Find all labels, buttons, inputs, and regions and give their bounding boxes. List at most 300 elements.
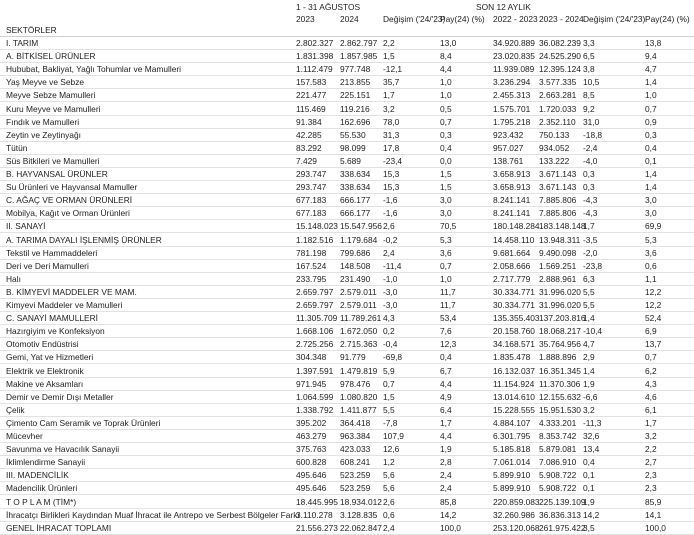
value-cell: 1.569.251 (539, 260, 577, 271)
sector-name: Gemi, Yat ve Hizmetleri (6, 352, 94, 363)
value-cell: -0,2 (383, 234, 398, 245)
sector-name: Kimyevi Maddeler ve Mamulleri (6, 300, 123, 310)
value-cell: 137.203.816 (539, 313, 586, 324)
sector-name: T O P L A M (TİM*) (6, 496, 77, 507)
value-cell: 7.086.910 (539, 457, 577, 468)
sector-name: Otomotiv Endüstrisi (6, 339, 79, 350)
table-row (0, 443, 694, 456)
value-cell: 1.479.819 (340, 365, 378, 376)
value-cell: 1,4 (645, 77, 657, 88)
value-cell: 2.725.256 (296, 339, 334, 350)
value-cell: 157.583 (296, 77, 327, 88)
sector-header: SEKTÖRLER (6, 25, 57, 35)
col-change-12m: Değişim ('24/'23) (583, 14, 646, 24)
period-12m-label: SON 12 AYLIK (476, 2, 531, 12)
col-2024: 2024 (340, 14, 359, 24)
value-cell: 677.183 (296, 208, 327, 219)
sector-name: Hazırgiyim ve Konfeksiyon (6, 326, 105, 337)
sector-name: İhracatçı Birlikleri Kaydından Muaf İhracat ile Antrepo ve Serbest Bölgeler Farkı (6, 509, 300, 520)
value-cell: 293.747 (296, 182, 327, 193)
value-cell: 15.148.023 (296, 221, 338, 232)
value-cell: 225.139.109 (539, 496, 586, 507)
value-cell: 3,3 (583, 38, 595, 48)
value-cell: 3.658.913 (493, 169, 531, 179)
value-cell: 12,3 (440, 339, 457, 350)
value-cell: 11,7 (440, 286, 456, 297)
sector-name: Su Ürünleri ve Hayvansal Mamuller (6, 182, 138, 193)
value-cell: 1.338.792 (296, 404, 334, 415)
value-cell: 750.133 (539, 129, 570, 140)
value-cell: 119.216 (340, 103, 370, 114)
value-cell: 0,2 (383, 326, 395, 337)
value-cell: 3,0 (440, 208, 452, 219)
value-cell: 22.062.847 (340, 522, 382, 533)
value-cell: 0,9 (645, 116, 657, 127)
value-cell: 2.663.281 (539, 90, 577, 101)
value-cell: 9,4 (645, 51, 657, 62)
value-cell: 3.110.278 (296, 509, 333, 520)
value-cell: 13,8 (645, 38, 662, 48)
value-cell: 12.395.124 (539, 64, 581, 75)
value-cell: -18,8 (583, 129, 603, 140)
value-cell: 0,7 (383, 378, 395, 389)
sector-name: Tekstil ve Hammaddeleri (6, 247, 98, 258)
value-cell: 6,9 (645, 326, 657, 337)
table-row (0, 496, 694, 509)
sector-name: Çelik (6, 404, 25, 415)
value-cell: 91.779 (340, 352, 366, 363)
value-cell: 6.301.795 (493, 431, 531, 441)
value-cell: 5,5 (583, 300, 595, 310)
value-cell: 5,6 (383, 470, 395, 481)
col-share-12m: Pay(24) (%) (645, 14, 690, 24)
value-cell: 2.455.313 (493, 90, 531, 101)
value-cell: 1,0 (440, 273, 452, 284)
table-row (0, 181, 694, 194)
value-cell: 12.155.632 (539, 391, 581, 402)
table-row (0, 260, 694, 273)
sector-name: C. SANAYİ MAMULLERİ (6, 313, 98, 324)
value-cell: 3,0 (645, 195, 657, 206)
value-cell: 31,0 (583, 116, 600, 127)
value-cell: 4,4 (440, 378, 452, 389)
value-cell: 233.795 (296, 273, 327, 284)
value-cell: 2,4 (440, 470, 452, 481)
table-row (0, 404, 694, 417)
value-cell: 7,6 (440, 326, 452, 337)
value-cell: 523.259 (340, 483, 371, 494)
value-cell: 12,6 (383, 444, 400, 455)
value-cell: 1.672.050 (340, 326, 378, 337)
value-cell: 2.715.363 (340, 339, 378, 350)
sector-name: Yaş Meyve ve Sebze (6, 77, 85, 88)
value-cell: -1,6 (383, 208, 398, 219)
table-row (0, 469, 694, 482)
value-cell: 15,3 (383, 182, 400, 193)
value-cell: 8.353.742 (539, 431, 577, 441)
value-cell: 11,7 (440, 300, 456, 310)
value-cell: 0,4 (440, 142, 452, 153)
value-cell: 2.888.961 (539, 273, 577, 284)
table-row (0, 63, 694, 76)
value-cell: 83.292 (296, 142, 322, 153)
sector-name: Halı (6, 273, 21, 284)
sector-name: Tütün (6, 142, 28, 153)
value-cell: 4.884.107 (493, 417, 531, 428)
value-cell: 115.469 (296, 103, 326, 114)
table-row (0, 286, 694, 299)
value-cell: 666.177 (340, 195, 371, 206)
sector-name: Kuru Meyve ve Mamulleri (6, 103, 101, 114)
value-cell: 14,2 (583, 509, 600, 520)
value-cell: 5,5 (583, 286, 595, 297)
value-cell: 4,4 (440, 64, 452, 75)
value-cell: 5,3 (645, 234, 657, 245)
value-cell: 1.182.516 (296, 234, 334, 245)
value-cell: 55.530 (340, 129, 366, 140)
value-cell: 11.939.089 (493, 64, 535, 75)
sector-name: İklimlendirme Sanayii (6, 457, 86, 468)
value-cell: -4,0 (583, 155, 598, 166)
value-cell: 0,5 (440, 103, 452, 114)
value-cell: 1.831.398 (296, 51, 334, 62)
value-cell: 261.975.422 (539, 522, 586, 533)
value-cell: 1,1 (645, 273, 657, 284)
table-row (0, 220, 694, 233)
value-cell: 100,0 (440, 522, 461, 533)
value-cell: 3,8 (583, 64, 595, 75)
sector-name: Hububat, Bakliyat, Yağlı Tohumlar ve Mamulleri (6, 64, 182, 75)
value-cell: 4,3 (645, 378, 657, 389)
value-cell: -2,4 (583, 142, 598, 153)
sector-name: III. MADENCİLİK (6, 470, 69, 481)
value-cell: 934.052 (539, 142, 570, 153)
table-row (0, 129, 694, 142)
value-cell: 338.634 (340, 169, 371, 179)
sector-name: Demir ve Demir Dışı Metaller (6, 391, 114, 402)
value-cell: -3,0 (383, 300, 398, 310)
value-cell: 781.198 (296, 247, 327, 258)
sector-name: Madencilik Ürünleri (6, 483, 78, 494)
value-cell: 2,6 (383, 221, 395, 232)
value-cell: 138.761 (493, 155, 524, 166)
value-cell: 78,0 (383, 116, 400, 127)
col-2023-2024: 2023 - 2024 (539, 14, 584, 24)
value-cell: 978.476 (340, 378, 371, 389)
sector-name: A. BİTKİSEL ÜRÜNLER (6, 51, 96, 62)
value-cell: 18.934.012 (340, 496, 382, 507)
value-cell: 10,5 (583, 77, 600, 88)
sector-name: Zeytin ve Zeytinyağı (6, 129, 81, 140)
value-cell: 16.132.037 (493, 365, 535, 376)
value-cell: 42.285 (296, 129, 322, 140)
value-cell: 34.168.571 (493, 339, 535, 350)
table-row (0, 168, 694, 181)
value-cell: 4,3 (383, 313, 395, 324)
value-cell: 21.556.273 (296, 522, 338, 533)
value-cell: -23,8 (583, 260, 603, 271)
value-cell: 1,5 (383, 391, 395, 402)
value-cell: 183.148.148 (539, 221, 586, 232)
value-cell: 495.646 (296, 470, 327, 481)
value-cell: 1,4 (583, 313, 595, 324)
value-cell: 2.862.797 (340, 38, 378, 48)
value-cell: 3,2 (383, 103, 395, 114)
sector-name: Meyve Sebze Mamulleri (6, 90, 96, 101)
value-cell: -4,3 (583, 195, 598, 206)
value-cell: 0,4 (440, 352, 452, 363)
value-cell: 30.334.771 (493, 300, 535, 310)
sector-name: Elektrik ve Elektronik (6, 365, 84, 376)
value-cell: 0,6 (645, 260, 657, 271)
value-cell: 304.348 (296, 352, 327, 363)
value-cell: 1,5 (440, 169, 452, 179)
value-cell: 0,1 (583, 470, 595, 481)
value-cell: -11,4 (383, 260, 402, 271)
period-aug-label: 1 - 31 AĞUSTOS (296, 2, 361, 12)
value-cell: 0,3 (583, 169, 595, 179)
value-cell: 100,0 (645, 522, 666, 533)
value-cell: 971.945 (296, 378, 327, 389)
value-cell: 15,3 (383, 169, 400, 179)
value-cell: 1,0 (440, 77, 452, 88)
value-cell: 5,3 (440, 234, 452, 245)
sector-name: C. AĞAÇ VE ORMAN ÜRÜNLERİ (6, 195, 133, 206)
table-row (0, 417, 694, 430)
value-cell: 14.458.110 (493, 234, 535, 245)
table-row (0, 351, 694, 364)
value-cell: 1.397.591 (296, 365, 334, 376)
value-cell: 0,7 (440, 260, 452, 271)
sector-name: Mobilya, Kağıt ve Orman Ürünleri (6, 208, 130, 219)
value-cell: 2.579.011 (340, 300, 377, 310)
value-cell: 6,4 (440, 404, 452, 415)
value-cell: 11.305.709 (296, 313, 338, 324)
value-cell: 4,4 (440, 431, 452, 441)
value-cell: 23.020.835 (493, 51, 535, 62)
value-cell: 4,7 (645, 64, 657, 75)
sector-name: Fındık ve Mamulleri (6, 116, 80, 127)
value-cell: 5,5 (383, 404, 395, 415)
value-cell: 2,9 (583, 352, 595, 363)
value-cell: 2.352.110 (539, 116, 576, 127)
value-cell: 6,7 (440, 365, 452, 376)
sector-name: B. HAYVANSAL ÜRÜNLER (6, 169, 108, 179)
value-cell: 1,4 (645, 182, 657, 193)
value-cell: 14,1 (645, 509, 662, 520)
table-row (0, 76, 694, 89)
value-cell: 1,2 (383, 457, 395, 468)
value-cell: -23,4 (383, 155, 403, 166)
value-cell: 3.236.294 (493, 77, 531, 88)
value-cell: 11.370.306 (539, 378, 581, 389)
value-cell: 14,2 (440, 509, 457, 520)
value-cell: 2,2 (645, 444, 657, 455)
value-cell: 24.525.290 (539, 51, 581, 62)
value-cell: 5.908.722 (539, 470, 577, 481)
value-cell: -3,0 (383, 286, 398, 297)
value-cell: 2,3 (645, 483, 657, 494)
value-cell: 0,7 (440, 116, 452, 127)
value-cell: 1.411.877 (340, 404, 377, 415)
value-cell: -1,6 (383, 195, 398, 206)
value-cell: 31.996.020 (539, 300, 581, 310)
table-row (0, 378, 694, 391)
value-cell: 3,2 (583, 404, 595, 415)
value-cell: 9.681.664 (493, 247, 531, 258)
value-cell: 69,9 (645, 221, 662, 232)
value-cell: 36.836.313 (539, 509, 581, 520)
sector-name: I. TARIM (6, 38, 39, 48)
value-cell: 17,8 (383, 142, 400, 153)
value-cell: 0,3 (645, 129, 657, 140)
value-cell: 0,3 (583, 182, 595, 193)
sector-name: Süs Bitkileri ve Mamulleri (6, 155, 100, 166)
value-cell: 4,7 (583, 339, 595, 350)
table-row (0, 89, 694, 102)
value-cell: 98.099 (340, 142, 366, 153)
value-cell: 395.202 (296, 417, 327, 428)
value-cell: 2.717.779 (493, 273, 531, 284)
value-cell: 13.014.610 (493, 391, 535, 402)
value-cell: 13,4 (583, 444, 600, 455)
value-cell: 2,4 (383, 522, 395, 533)
value-cell: 2.659.797 (296, 300, 334, 310)
value-cell: 30.334.771 (493, 286, 535, 297)
value-cell: 135.355.403 (493, 313, 540, 324)
value-cell: 0,6 (383, 509, 395, 520)
value-cell: 463.279 (296, 431, 327, 441)
value-cell: 5.899.910 (493, 470, 531, 481)
sector-name: Deri ve Deri Mamulleri (6, 260, 89, 271)
table-row (0, 155, 694, 168)
value-cell: -7,8 (383, 417, 398, 428)
value-cell: 0,7 (645, 352, 657, 363)
value-cell: 2,4 (383, 247, 395, 258)
value-cell: 18.068.217 (539, 326, 581, 337)
value-cell: 5.185.818 (493, 444, 531, 455)
value-cell: 1.064.599 (296, 391, 334, 402)
value-cell: 677.183 (296, 195, 327, 206)
value-cell: 5,9 (383, 365, 395, 376)
table-row (0, 338, 694, 351)
value-cell: 1,0 (645, 90, 657, 101)
value-cell: 666.177 (340, 208, 371, 219)
col-2022-2023: 2022 - 2023 (493, 14, 538, 24)
value-cell: 3,0 (440, 195, 452, 206)
table-row (0, 325, 694, 338)
table-row (0, 391, 694, 404)
value-cell: 1.575.701 (493, 103, 531, 114)
table-row (0, 37, 694, 50)
value-cell: 1,4 (645, 169, 657, 179)
value-cell: 2,6 (383, 496, 395, 507)
value-cell: 7.885.806 (539, 195, 577, 206)
value-cell: -1,0 (383, 273, 398, 284)
value-cell: 3.658.913 (493, 182, 531, 193)
value-cell: 0,1 (645, 155, 657, 166)
value-cell: 1,0 (440, 90, 452, 101)
value-cell: 221.477 (296, 90, 327, 101)
value-cell: 338.634 (340, 182, 371, 193)
value-cell: 70,5 (440, 221, 457, 232)
value-cell: 2.579.011 (340, 286, 377, 297)
value-cell: 8.241.141 (493, 208, 531, 219)
value-cell: 0,1 (583, 483, 595, 494)
value-cell: 35,7 (383, 77, 400, 88)
value-cell: 6,3 (583, 273, 595, 284)
table-row (0, 509, 694, 522)
table-row (0, 103, 694, 116)
sector-name: Savunma ve Havacılık Sanayii (6, 444, 120, 455)
value-cell: 6,2 (645, 365, 657, 376)
value-cell: 8,5 (583, 90, 595, 101)
table-row (0, 482, 694, 495)
value-cell: 213.855 (340, 77, 371, 88)
value-cell: 11.789.261 (340, 313, 382, 324)
sector-name: A. TARIMA DAYALI İŞLENMİŞ ÜRÜNLER (6, 234, 162, 245)
value-cell: -2,0 (583, 247, 598, 258)
value-cell: 293.747 (296, 169, 327, 179)
value-cell: 6,1 (645, 404, 657, 415)
value-cell: 1.795.218 (493, 116, 531, 127)
value-cell: 0,0 (440, 155, 452, 166)
value-cell: 4,9 (440, 391, 452, 402)
value-cell: 8,4 (440, 51, 452, 62)
table-row (0, 299, 694, 312)
value-cell: 1.835.478 (493, 352, 531, 363)
table-row (0, 522, 694, 535)
value-cell: 2.058.666 (493, 260, 531, 271)
value-cell: 1,9 (440, 444, 452, 455)
col-share-aug: Pay(24) (%) (440, 14, 485, 24)
sector-name: B. KİMYEVİ MADDELER VE MAM. (6, 286, 137, 297)
value-cell: 36.082.239 (539, 38, 581, 48)
value-cell: 1.857.985 (340, 51, 378, 62)
table-row (0, 312, 694, 325)
value-cell: 133.222 (539, 155, 570, 166)
value-cell: 1,9 (583, 378, 595, 389)
value-cell: 35.764.956 (539, 339, 581, 350)
value-cell: 6,5 (583, 51, 595, 62)
value-cell: 0,3 (440, 129, 452, 140)
value-cell: 2.659.797 (296, 286, 334, 297)
value-cell: 20.158.760 (493, 326, 535, 337)
value-cell: 0,4 (645, 142, 657, 153)
value-cell: 13,7 (645, 339, 662, 350)
value-cell: -12,1 (383, 64, 403, 75)
value-cell: 91.384 (296, 116, 322, 127)
table-row (0, 247, 694, 260)
value-cell: 4.333.201 (539, 417, 577, 428)
value-cell: -6,6 (583, 391, 598, 402)
value-cell: 3.128.835 (340, 509, 378, 520)
sector-name: II. SANAYİ (6, 221, 46, 232)
value-cell: 148.508 (340, 260, 371, 271)
value-cell: -3,5 (583, 234, 598, 245)
value-cell: 2,4 (440, 483, 452, 494)
table-row (0, 430, 694, 443)
value-cell: 31,3 (383, 129, 400, 140)
table-row (0, 207, 694, 220)
value-cell: 1,9 (583, 496, 595, 507)
value-cell: 977.748 (340, 64, 371, 75)
value-cell: 8.241.141 (493, 195, 531, 206)
value-cell: 34.920.889 (493, 38, 535, 48)
value-cell: 799.686 (340, 247, 371, 258)
value-cell: 923.432 (493, 129, 524, 140)
value-cell: 7.061.014 (493, 457, 531, 468)
